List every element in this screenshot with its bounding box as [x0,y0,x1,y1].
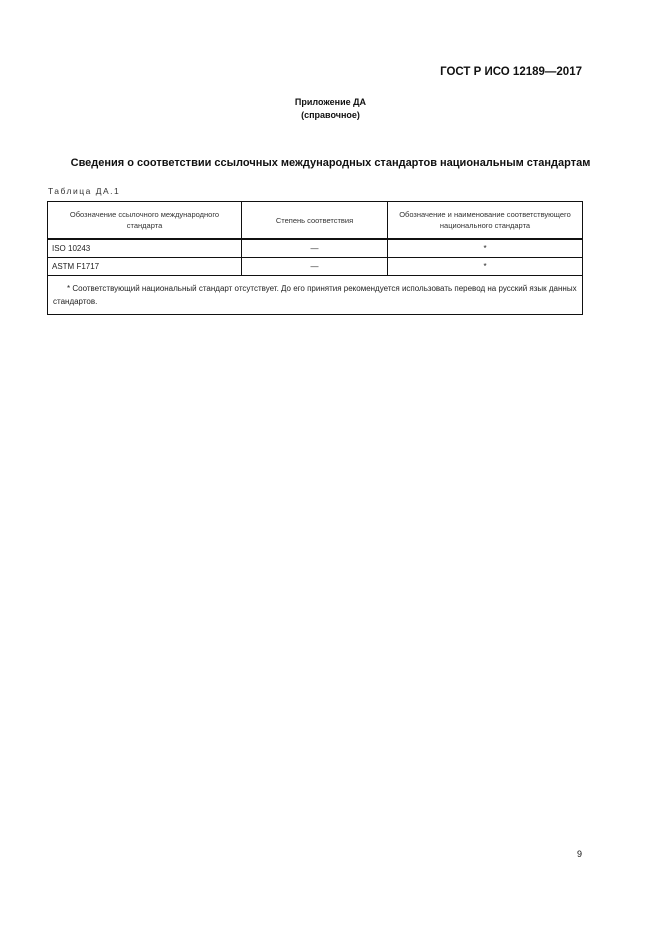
correspondence-table [47,201,583,315]
page-number: 9 [577,849,583,859]
header-cell: Степень соответствия [242,202,388,240]
table-row [48,239,583,258]
header-cell: Обозначение ссылочного международного стандарта [48,202,242,240]
cell: ASTM F1717 [48,258,242,276]
header-cell: Обозначение и наименование соответствующего национального стандарта [388,202,583,240]
table-row [48,258,583,276]
footnote-row [48,276,583,315]
table-footnote: * Соответствующий национальный стандарт отсутствует. До его принятия рекомендуется использовать перевод на русский язык данных стандартов. [48,276,583,315]
cell: — [242,239,388,258]
table-label: Таблица ДА.1 [48,186,121,196]
cell: ISO 10243 [48,239,242,258]
table-header-row [48,202,583,240]
appendix-subtitle: (справочное) [301,110,360,120]
appendix-title: Приложение ДА [294,97,367,107]
cell: * [388,239,583,258]
appendix-heading [0,96,661,122]
section-title: Сведения о соответствии ссылочных международных стандартов национальным стандартам [70,157,591,169]
cell: * [388,258,583,276]
cell: — [242,258,388,276]
document-id: ГОСТ Р ИСО 12189—2017 [440,66,582,78]
